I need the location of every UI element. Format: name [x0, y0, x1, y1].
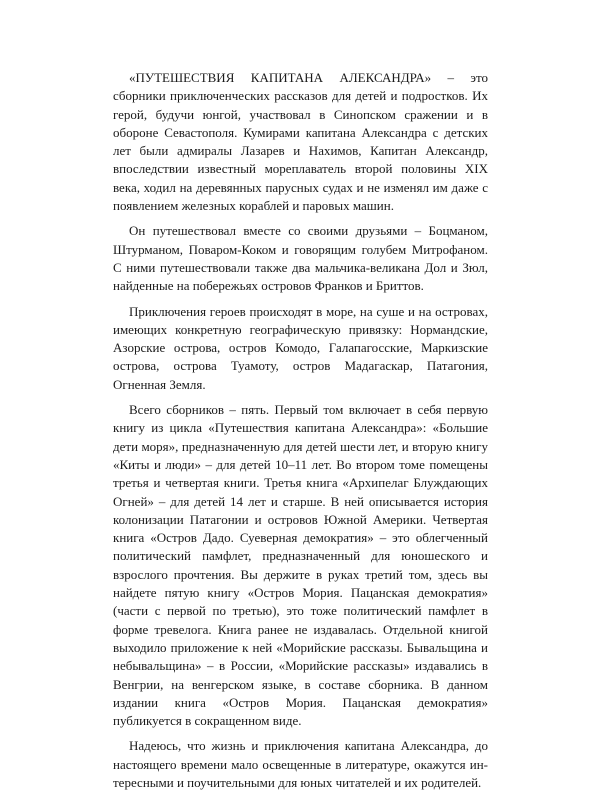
- body-text: [113, 69, 488, 799]
- paragraph-geography: Приключения героев происходят в море, на суше и на островах, имеющих конкретную географическую привязку: Нормандские, Азорские острова, остров Комодо, Галапагосские, Маркизские острова, острова Туамоту, остров Мадагаскар, Патагония, Огненная Земля.: [113, 303, 488, 392]
- paragraph-closing: Надеюсь, что жизнь и приключения капитана Александра, до настоящего времени мало освещенные в литературе, окажутся интересными и поучительными для юных читателей и их родителей.: [113, 738, 488, 790]
- paragraph-intro: «ПУТЕШЕСТВИЯ КАПИТАНА АЛЕКСАНДРА» – это сборники приключенческих рассказов для детей и подростков. Их герой, будучи юнгой, участвовал в Синопском сражении и в обороне Севастополя. Кумирами капитана Александра с детских лет были адмиралы Лазарев и Нахимов, Капитан Александр, впоследствии известный мореплаватель второй половины XIX века, ходил на деревянных парусных судах и не изменял им даже с появлением железных кораблей и паровых машин.: [113, 70, 488, 214]
- paragraph-volumes: Всего сборников – пять. Первый том включает в себя первую книгу из цикла «Путешествия капитана Александра»: «Большие дети моря», предназначенную для детей шести лет, и вторую книгу «Киты и люди» – для детей 10–11 лет. Во втором томе помещены третья и четвертая книги. Третья книга «Архипелаг Блуждающих Огней» – для детей 14 лет и старше. В ней описывается история колонизации Патагонии и островов Южной Америки. Четвертая книга «Остров Дадо. Суеверная демократия» – это облегченный политический памфлет, предназначенный для юношеского и взрослого прочтения. Вы держите в руках третий том, здесь вы найдете пятую книгу «Остров Мория. Пацанская демократия» (части с первой по третью), это тоже политический памфлет в форме тревелога. Книга ранее не издавалась. Отдельной книгой выходило приложение к ней «Морийские рассказы. Бывальщина и небывальщина» – в России, «Морийские рассказы» издавались в Венгрии, на венгерском языке, в составе сборника. В данном издании книга «Остров Мория. Пацанская демократия» публикуется в сокращенном виде.: [113, 402, 488, 729]
- paragraph-companions: Он путешествовал вместе со своими друзьями – Боцманом, Штурманом, Поваром-Коком и говорящим голубем Митрофаном. С ними путешествовали также два мальчика-великана Дол и Зюл, найденные на побережьях островов Франков и Бриттов.: [113, 223, 488, 294]
